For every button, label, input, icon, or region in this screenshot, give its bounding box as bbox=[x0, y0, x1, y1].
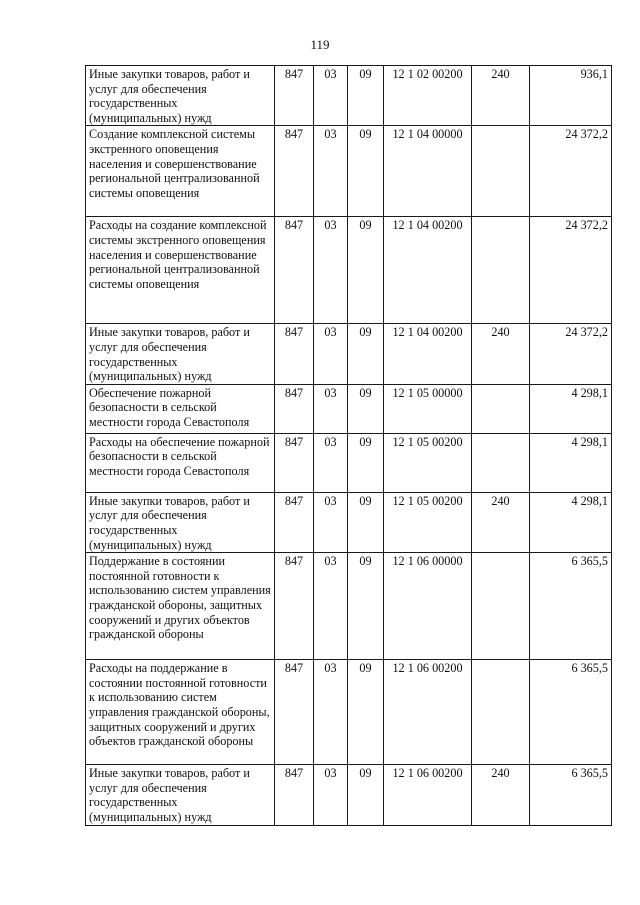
expense-type-cell bbox=[472, 217, 530, 324]
amount-cell: 936,1 bbox=[530, 66, 612, 126]
target-article-cell: 12 1 04 00200 bbox=[384, 324, 472, 384]
row-name-cell: Иные закупки товаров, работ и услуг для обеспечения государственных (муниципальных) нужд bbox=[86, 492, 275, 552]
table-row bbox=[86, 660, 612, 765]
grbs-cell: 847 bbox=[275, 660, 314, 765]
expense-type-cell: 240 bbox=[472, 324, 530, 384]
page-number: 119 bbox=[310, 37, 330, 52]
subsection-cell: 09 bbox=[348, 492, 384, 552]
table-row bbox=[86, 553, 612, 660]
budget-table bbox=[85, 65, 612, 826]
amount-cell: 4 298,1 bbox=[530, 433, 612, 492]
amount-cell: 4 298,1 bbox=[530, 384, 612, 433]
target-article-cell: 12 1 05 00000 bbox=[384, 384, 472, 433]
expense-type-cell: 240 bbox=[472, 66, 530, 126]
expense-type-cell bbox=[472, 384, 530, 433]
section-cell: 03 bbox=[314, 492, 348, 552]
subsection-cell: 09 bbox=[348, 553, 384, 660]
row-name-cell: Поддержание в состоянии постоянной готовности к использованию систем управления гражданской обороны, защитных сооружений и других объектов гражданской обороны bbox=[86, 553, 275, 660]
target-article-cell: 12 1 05 00200 bbox=[384, 492, 472, 552]
row-name-cell: Обеспечение пожарной безопасности в сельской местности города Севастополя bbox=[86, 384, 275, 433]
table-row bbox=[86, 126, 612, 217]
section-cell: 03 bbox=[314, 126, 348, 217]
subsection-cell: 09 bbox=[348, 217, 384, 324]
grbs-cell: 847 bbox=[275, 217, 314, 324]
expense-type-cell bbox=[472, 126, 530, 217]
section-cell: 03 bbox=[314, 433, 348, 492]
target-article-cell: 12 1 06 00000 bbox=[384, 553, 472, 660]
section-cell: 03 bbox=[314, 66, 348, 126]
expense-type-cell bbox=[472, 433, 530, 492]
grbs-cell: 847 bbox=[275, 433, 314, 492]
grbs-cell: 847 bbox=[275, 384, 314, 433]
expense-type-cell bbox=[472, 660, 530, 765]
target-article-cell: 12 1 06 00200 bbox=[384, 765, 472, 825]
table-row bbox=[86, 433, 612, 492]
target-article-cell: 12 1 05 00200 bbox=[384, 433, 472, 492]
table-row bbox=[86, 384, 612, 433]
grbs-cell: 847 bbox=[275, 126, 314, 217]
row-name-cell: Расходы на поддержание в состоянии постоянной готовности к использованию систем управления гражданской обороны, защитных сооружений и других объектов гражданской обороны bbox=[86, 660, 275, 765]
amount-cell: 24 372,2 bbox=[530, 126, 612, 217]
section-cell: 03 bbox=[314, 217, 348, 324]
target-article-cell: 12 1 02 00200 bbox=[384, 66, 472, 126]
target-article-cell: 12 1 04 00000 bbox=[384, 126, 472, 217]
section-cell: 03 bbox=[314, 324, 348, 384]
grbs-cell: 847 bbox=[275, 66, 314, 126]
subsection-cell: 09 bbox=[348, 126, 384, 217]
expense-type-cell: 240 bbox=[472, 765, 530, 825]
row-name-cell: Иные закупки товаров, работ и услуг для обеспечения государственных (муниципальных) нужд bbox=[86, 324, 275, 384]
subsection-cell: 09 bbox=[348, 765, 384, 825]
section-cell: 03 bbox=[314, 553, 348, 660]
amount-cell: 6 365,5 bbox=[530, 553, 612, 660]
grbs-cell: 847 bbox=[275, 324, 314, 384]
expense-type-cell: 240 bbox=[472, 492, 530, 552]
section-cell: 03 bbox=[314, 384, 348, 433]
table-row bbox=[86, 492, 612, 552]
subsection-cell: 09 bbox=[348, 324, 384, 384]
amount-cell: 24 372,2 bbox=[530, 217, 612, 324]
row-name-cell: Расходы на обеспечение пожарной безопасности в сельской местности города Севастополя bbox=[86, 433, 275, 492]
grbs-cell: 847 bbox=[275, 492, 314, 552]
section-cell: 03 bbox=[314, 765, 348, 825]
subsection-cell: 09 bbox=[348, 384, 384, 433]
row-name-cell: Создание комплексной системы экстренного оповещения населения и совершенствование региональной централизованной системы оповещения bbox=[86, 126, 275, 217]
row-name-cell: Иные закупки товаров, работ и услуг для обеспечения государственных (муниципальных) нужд bbox=[86, 66, 275, 126]
table-row bbox=[86, 765, 612, 825]
amount-cell: 6 365,5 bbox=[530, 660, 612, 765]
grbs-cell: 847 bbox=[275, 553, 314, 660]
target-article-cell: 12 1 06 00200 bbox=[384, 660, 472, 765]
target-article-cell: 12 1 04 00200 bbox=[384, 217, 472, 324]
amount-cell: 24 372,2 bbox=[530, 324, 612, 384]
section-cell: 03 bbox=[314, 660, 348, 765]
subsection-cell: 09 bbox=[348, 660, 384, 765]
subsection-cell: 09 bbox=[348, 433, 384, 492]
table-row bbox=[86, 217, 612, 324]
grbs-cell: 847 bbox=[275, 765, 314, 825]
row-name-cell: Расходы на создание комплексной системы экстренного оповещения населения и совершенствование региональной централизованной системы оповещения bbox=[86, 217, 275, 324]
table-row bbox=[86, 66, 612, 126]
amount-cell: 4 298,1 bbox=[530, 492, 612, 552]
amount-cell: 6 365,5 bbox=[530, 765, 612, 825]
table-row bbox=[86, 324, 612, 384]
subsection-cell: 09 bbox=[348, 66, 384, 126]
row-name-cell: Иные закупки товаров, работ и услуг для обеспечения государственных (муниципальных) нужд bbox=[86, 765, 275, 825]
expense-type-cell bbox=[472, 553, 530, 660]
